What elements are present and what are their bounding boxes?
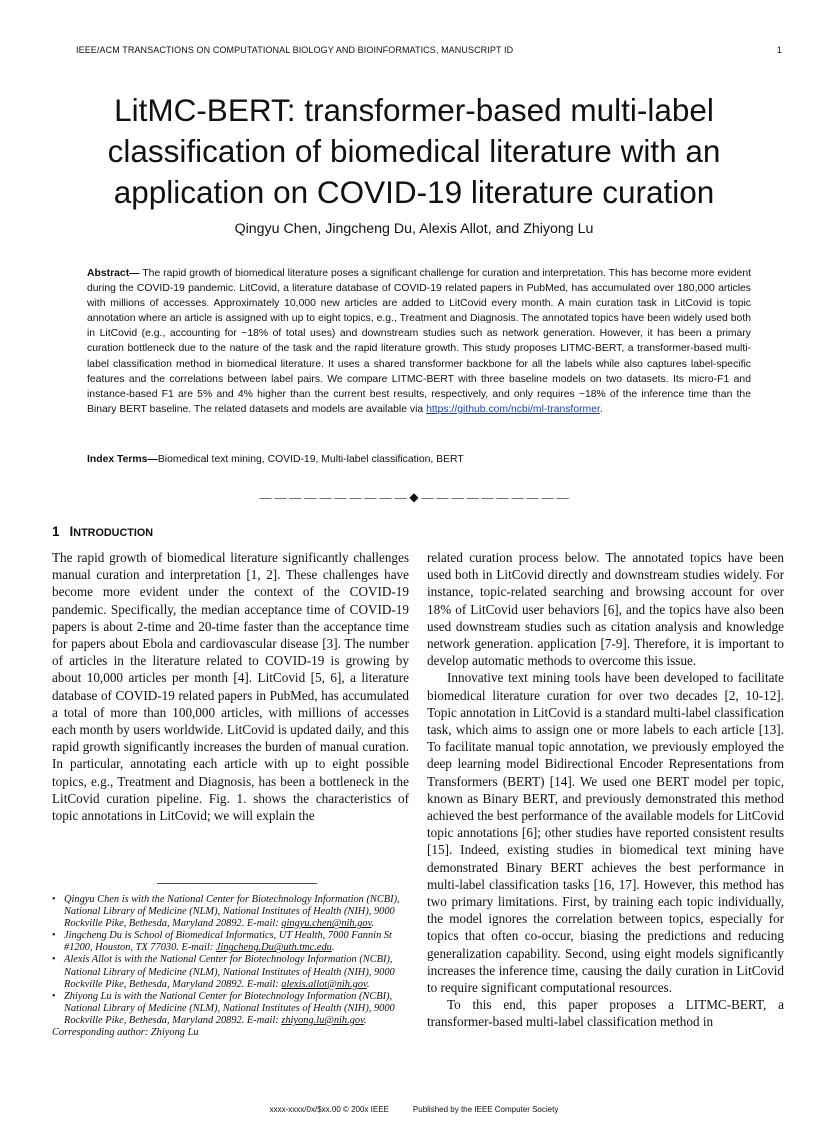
footnote-end: . <box>331 942 335 954</box>
footnote-text: Alexis Allot is with the National Center for Biotechnology Information (NCBI), National Library of Medicine (NLM), National Institutes of Health (NIH), 9000 Rockville Pike, Bethesda, Maryland 20892. E-mail: <box>64 954 395 990</box>
page-number: 1 <box>776 45 782 55</box>
body-paragraph: To this end, this paper proposes a LITMC-BERT, a transformer-based multi-label classification method in <box>427 997 784 1030</box>
footnote-text: Zhiyong Lu is with the National Center for Biotechnology Information (NCBI), National Library of Medicine (NLM), National Institutes of Health (NIH), 9000 Rockville Pike, Bethesda, Maryland 20892. E-mail: <box>64 990 395 1026</box>
section-heading-introduction <box>52 524 153 539</box>
abstract-text: The rapid growth of biomedical literature poses a significant challenge for curation and interpretation. This has become more evident during the COVID-19 pandemic. LitCovid, a literature database of COVID-19 related papers in PubMed, has accumulated over 180,000 articles with millions of accesses. Approximately 10,000 new articles are added to LitCovid every month. A main curation task in LitCovid is topic annotation where an article is assigned with up to eight topics, e.g., Treatment and Diagnosis. The annotated topics have been widely used both in LitCovid (e.g., accounting for ~18% of total uses) and downstream studies such as network generation. However, it has been a primary curation bottleneck due to the nature of the task and the rapid literature growth. This study proposes LITMC-BERT, a transformer-based multi-label classification method in biomedical literature. It uses a shared transformer backbone for all the labels while also captures label-specific features and the correlations between label pairs. We compare LITMC-BERT with three baseline models on two datasets. Its micro-F1 and instance-based F1 are 5% and 4% higher than the current best results, respectively, and only requires ~18% of the inference time than the Binary BERT baseline. The related datasets and models are available via <box>87 268 751 415</box>
left-column <box>52 549 409 824</box>
footnote-end: . <box>363 1014 367 1026</box>
body-paragraph: Innovative text mining tools have been developed to facilitate biomedical literature curation for over two decades [2, 10-12]. Topic annotation in LitCovid is a standard multi-label classification task, which aims to assign one or more labels to each article [13]. To facilitate manual topic annotation, we previously employed the deep learning model Bidirectional Encoder Representations from Transformers (BERT) [14]. We used one BERT model per topic, known as Binary BERT, and previously demonstrated this method achieved the best performance of the available models for LitCovid topic annotations [6]; other studies have reported consistent results [15]. Indeed, existing studies in biomedical text mining have demonstrated Binary BERT achieves the best performance in multi-label classification tasks [16, 17]. However, this method has two primary limitations. First, by training each topic individually, the model ignores the correlation between topics, especially for topics that often co-occur, biasing the predictions and reducing generalization capability. Second, using eight models significantly increases the inference time, causing the daily curation in LitCovid to require significant computational resources. <box>427 670 784 996</box>
copyright-notice: xxxx-xxxx/0x/$xx.00 © 200x IEEE <box>269 1105 389 1114</box>
paper-title: LitMC-BERT: transformer-based multi-label classification of biomedical literature with an application on COVID-19 literature curation <box>107 92 721 210</box>
index-terms-label: Index Terms— <box>87 454 158 465</box>
index-terms-text: Biomedical text mining, COVID-19, Multi-label classification, BERT <box>157 454 464 465</box>
index-terms <box>87 454 751 465</box>
abstract-label: Abstract— <box>87 268 140 279</box>
author-footnotes <box>52 894 412 1039</box>
author-email[interactable]: Jingcheng.Du@uth.tmc.edu <box>215 942 332 954</box>
abstract-end: . <box>599 403 603 415</box>
footnote-item <box>52 991 412 1027</box>
author-email[interactable]: qingyu.chen@nih.gov <box>281 918 372 930</box>
footnote-rule <box>157 883 317 884</box>
footnote-item <box>52 894 412 930</box>
section-title-rest: NTRODUCTION <box>73 527 154 539</box>
author-email[interactable]: alexis.allot@nih.gov <box>281 978 367 990</box>
publisher-notice: Published by the IEEE Computer Society <box>412 1105 559 1114</box>
footnote-end: . <box>366 978 370 990</box>
footnote-text: Jingcheng Du is School of Biomedical Informatics, UT Health, 7000 Fannin St #1200, Houston, TX 77030. E-mail: <box>64 930 392 954</box>
abstract <box>87 266 751 417</box>
corresponding-author: Corresponding author: Zhiyong Lu <box>52 1027 199 1039</box>
body-paragraph: The rapid growth of biomedical literature significantly challenges manual curation and interpretation [1, 2]. These challenges have become more evident under the context of the COVID-19 pandemic. Specifically, the median acceptance time of COVID-19 papers is about 2-time and 20-time faster than the acceptance time for papers about Ebola and cardiovascular disease [3]. The number of articles in the literature related to COVID-19 is growing by about 10,000 articles per month [4]. LitCovid [5, 6], a literature database of COVID-19 related papers in PubMed, has accumulated a total of more than 100,000 articles, with millions of accesses each month by users worldwide. LitCovid is updated daily, and this rapid growth significantly increases the burden of manual curation. In particular, annotating each article with up to eight possible topics, e.g., Treatment and Diagnosis, has been a bottleneck in the LitCovid curation pipeline. Fig. 1. shows the characteristics of topic annotations in LitCovid; we will explain the <box>52 550 409 824</box>
footnote-item <box>52 954 412 990</box>
page-footer <box>0 1105 828 1114</box>
section-number: 1 <box>52 524 60 539</box>
footnote-item <box>52 930 412 954</box>
section-separator: — — — — — — — — — — ◆ — — — — — — — — — — <box>259 490 569 504</box>
journal-name: IEEE/ACM TRANSACTIONS ON COMPUTATIONAL BIOLOGY AND BIOINFORMATICS, MANUSCRIPT ID <box>76 45 514 55</box>
author-list: Qingyu Chen, Jingcheng Du, Alexis Allot, and Zhiyong Lu <box>234 221 594 237</box>
running-header <box>76 45 782 55</box>
author-email[interactable]: zhiyong.lu@nih.gov <box>281 1014 364 1026</box>
repository-link[interactable]: https://github.com/ncbi/ml-transformer <box>426 403 600 415</box>
section-title-initial: I <box>69 524 74 539</box>
right-column <box>427 549 784 1031</box>
footnote-text: Qingyu Chen is with the National Center for Biotechnology Information (NCBI), National Library of Medicine (NLM), National Institutes of Health (NIH), 9000 Rockville Pike, Bethesda, Maryland 20892. E-mail: <box>64 894 400 930</box>
footnote-end: . <box>371 918 375 930</box>
body-paragraph: related curation process below. The annotated topics have been used both in LitCovid directly and downstream studies widely. For instance, topic-related searching and browsing account for over 18% of LitCovid user behaviors [6], and the topics have also been used downstream studies such as citation analysis and knowledge network generation. application [7-9]. Therefore, it is important to develop automatic methods to overcome this issue. <box>427 550 784 669</box>
